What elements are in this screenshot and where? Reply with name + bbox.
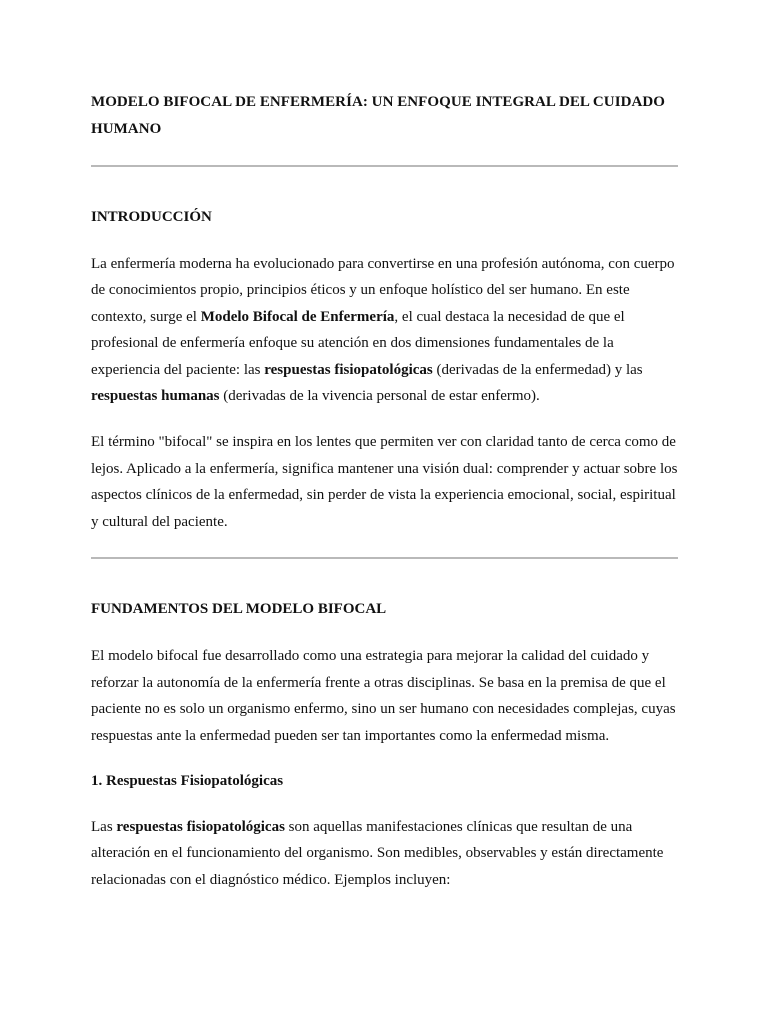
intro-p1-text-2: , el cual destaca la necesidad de que el profesional de enfermería enfoque su atención en dos dimensiones fundamentales de la experiencia del paciente: las — [91, 308, 625, 378]
intro-paragraph-2: El término "bifocal" se inspira en los lentes que permiten ver con claridad tanto de cerca como de lejos. Aplicado a la enfermería, significa mantener una visión dual: comprender y actuar sobre los aspectos clínicos de la enfermedad, sin perder de vista la experiencia emocional, social, espiritual y cultural del paciente. — [91, 434, 678, 530]
document-title: MODELO BIFOCAL DE ENFERMERÍA: UN ENFOQUE INTEGRAL DEL CUIDADO HUMANO — [91, 94, 665, 137]
intro-p1-bold-modelo: Modelo Bifocal de Enfermería — [200, 308, 395, 325]
subsection-heading-fisiopatologicas: 1. Respuestas Fisiopatológicas — [91, 773, 284, 790]
intro-p1-text-4: (derivadas de la vivencia personal de estar enfermo). — [219, 388, 540, 405]
intro-heading: INTRODUCCIÓN — [91, 209, 212, 225]
intro-p1-bold-humanas: respuestas humanas — [91, 388, 220, 405]
fundamentos-paragraph-1: El modelo bifocal fue desarrollado como una estrategia para mejorar la calidad del cuidado y reforzar la autonomía de la enfermería frente a otras disciplinas. Se basa en la premisa de que el paciente no es solo un organismo enfermo, sino un ser humano con necesidades complejas, cuyas respuestas ante la enfermedad pueden ser tan importantes como la enfermedad misma. — [91, 647, 676, 744]
intro-p1-text-3: (derivadas de la enfermedad) y las — [432, 361, 643, 378]
fundamentos-heading: FUNDAMENTOS DEL MODELO BIFOCAL — [91, 601, 387, 618]
intro-p1-bold-fisiopatologicas: respuestas fisiopatológicas — [264, 361, 433, 378]
intro-paragraph-1 — [91, 251, 679, 411]
fisio-text-1: Las — [91, 818, 117, 835]
document-page — [91, 89, 679, 894]
intro-p1-text-1: La enfermería moderna ha evolucionado para convertirse en una profesión autónoma, con cuerpo de conocimientos propio, principios éticos y un enfoque holístico del ser humano. En este contexto, surge el — [91, 255, 675, 325]
fisio-bold-term: respuestas fisiopatológicas — [116, 818, 285, 835]
fisiopatologicas-paragraph — [91, 814, 679, 894]
fisio-text-2: son aquellas manifestaciones clínicas que resultan de una alteración en el funcionamiento del organismo. Son medibles, observables y están directamente relacionadas con el diagnóstico médico. Ejemplos incluyen: — [91, 818, 664, 888]
